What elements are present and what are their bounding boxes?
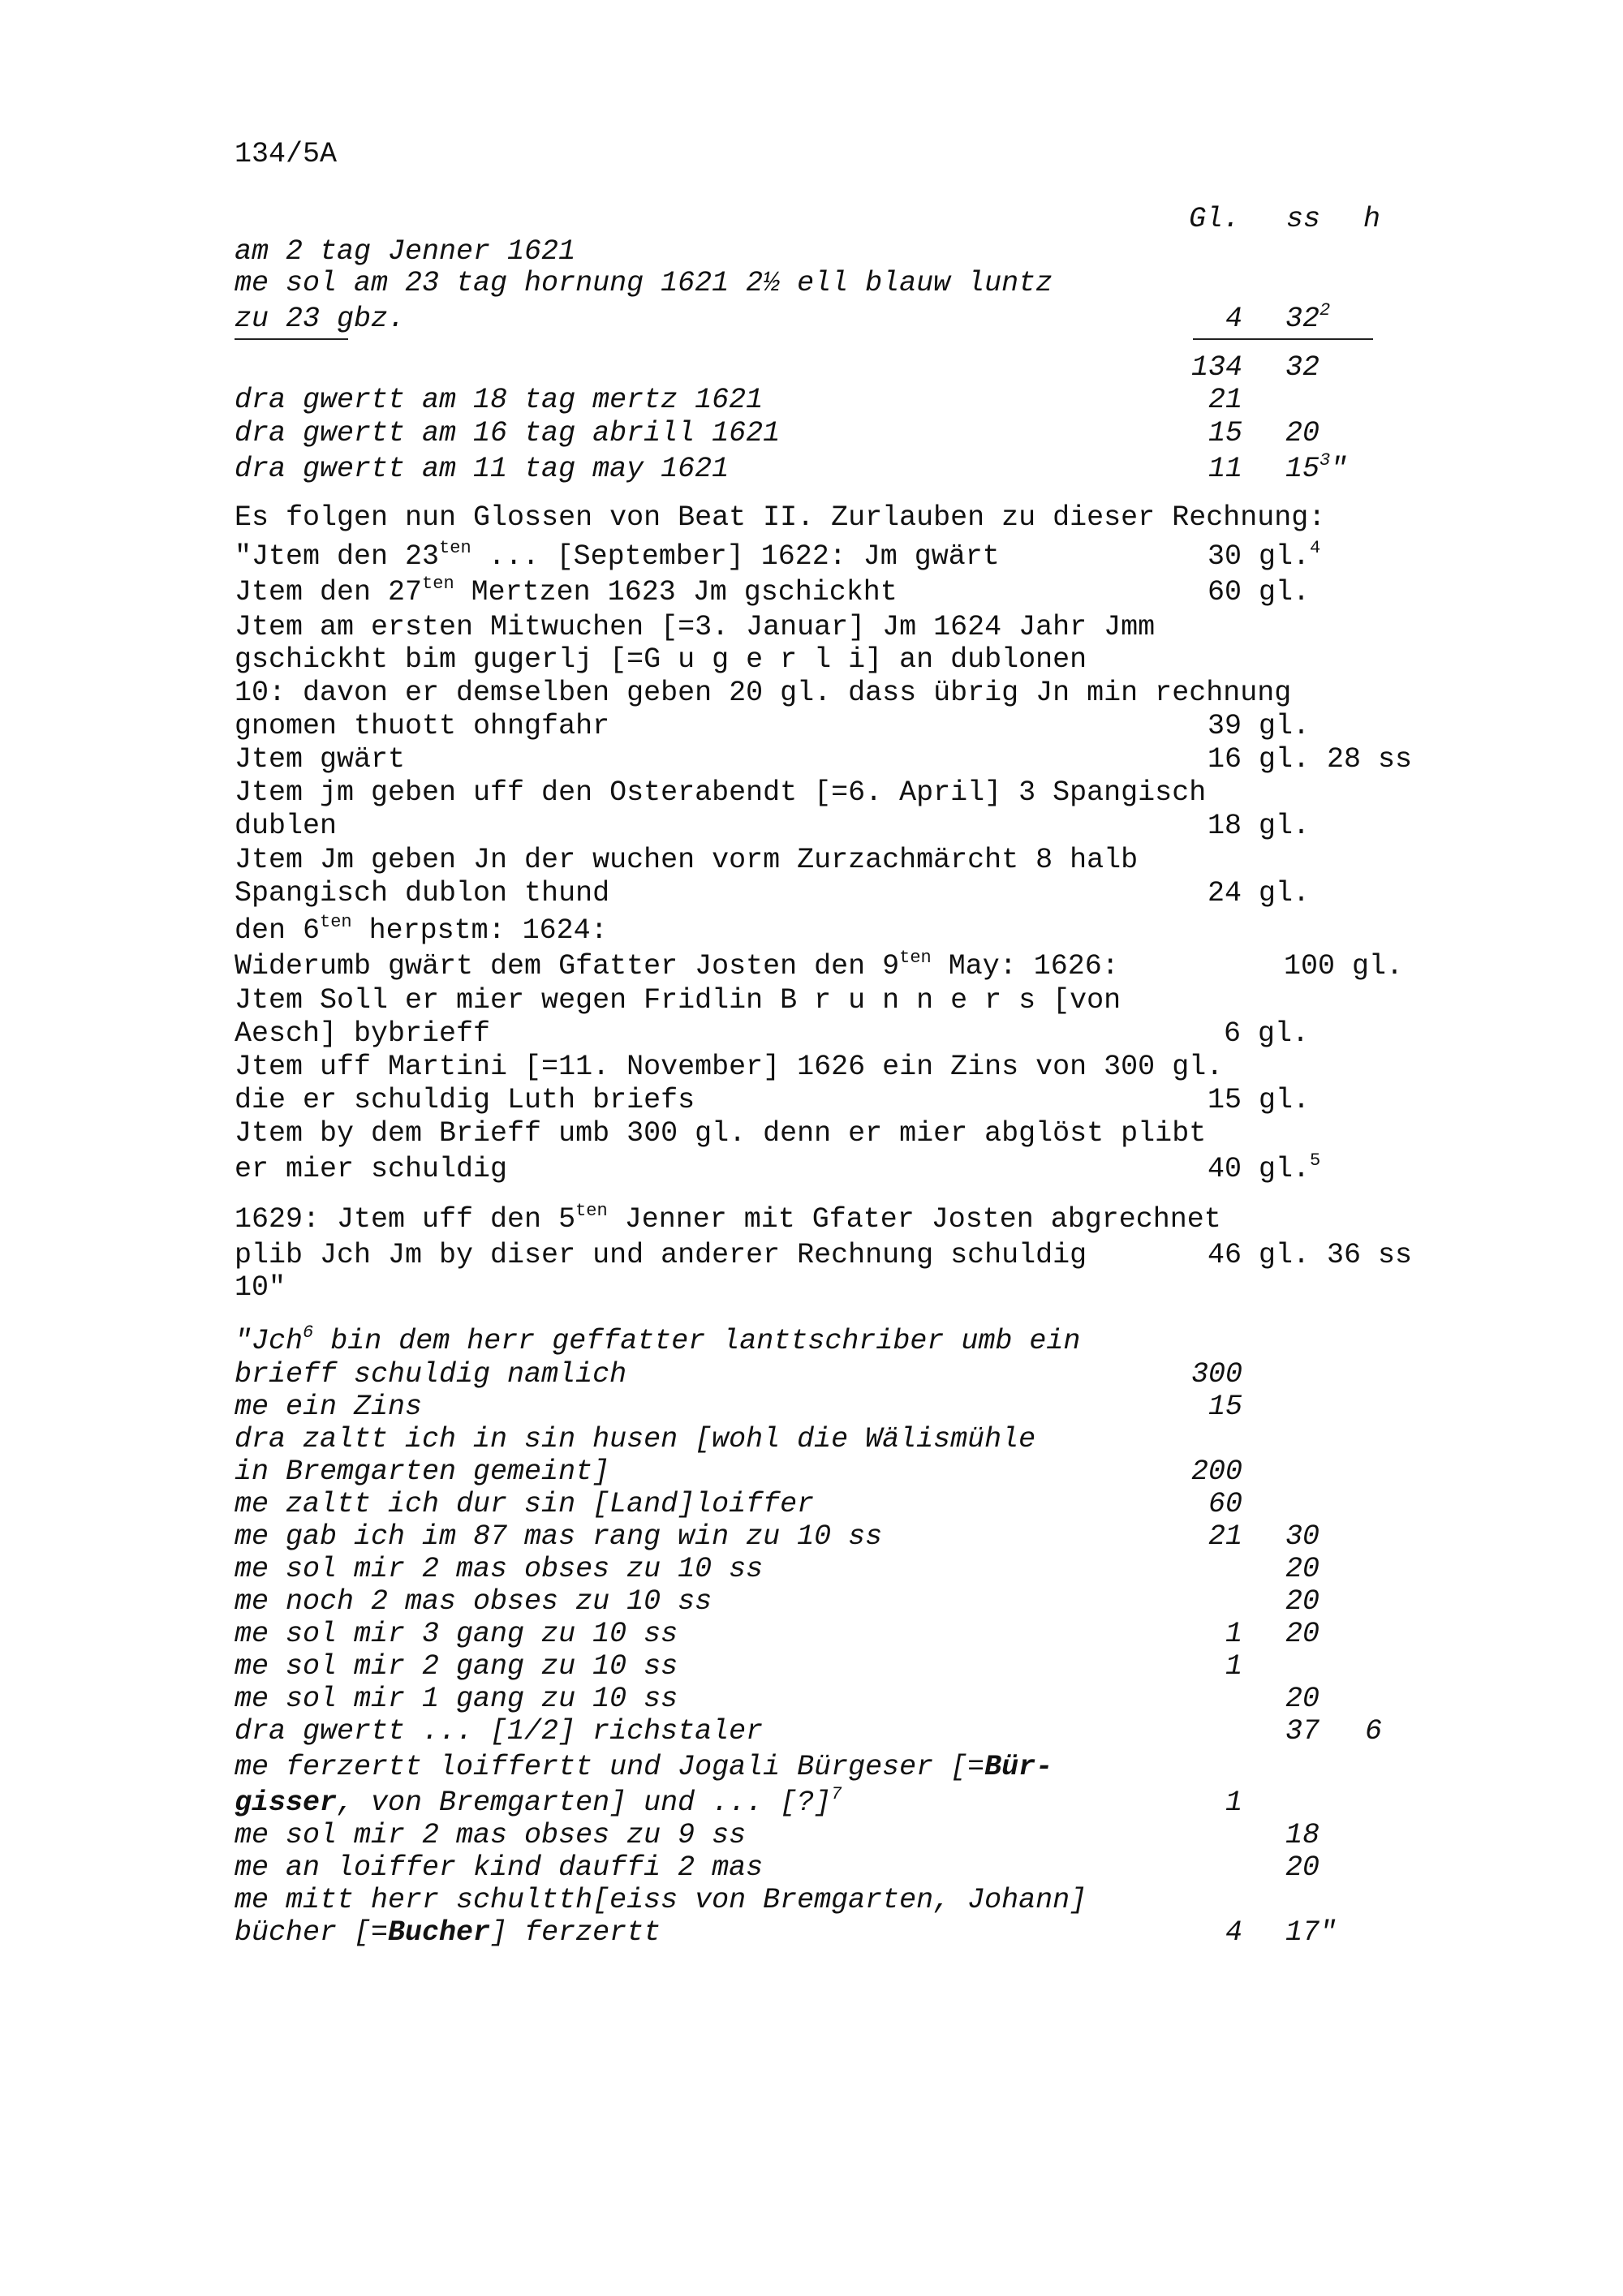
b2-line13-h: 6 [1365, 1715, 1383, 1748]
b2-line4: dra zaltt ich in sin husen [wohl die Wälismühle [235, 1423, 1036, 1455]
gloss-6-value: 24 gl. [1208, 877, 1311, 909]
b2-line6: me zaltt ich dur sin [Land]loiffer [235, 1488, 815, 1520]
gloss-5-value: 18 gl. [1208, 810, 1311, 842]
b2-line19-gl: 4 [1225, 1916, 1242, 1949]
b1-row1: dra gwertt am 18 tag mertz 1621 [235, 384, 764, 416]
gloss-12-line3: 10" [235, 1271, 286, 1304]
b1-row2-gl: 15 [1208, 417, 1242, 449]
b2-line1: "Jch$^6$ bin dem herr geffatter lanttschriber umb ein [235, 1322, 1081, 1357]
gloss-10-value: 15 gl. [1208, 1084, 1311, 1116]
gloss-12-line2: plib Jch Jm by diser und anderer Rechnung schuldig [235, 1239, 1087, 1271]
header-gl: Gl. [1189, 203, 1241, 235]
b2-line17-ss: 20 [1285, 1851, 1320, 1884]
b2-line7-gl: 21 [1208, 1520, 1242, 1553]
gloss-4-value: 16 gl. 28 ss [1208, 743, 1413, 776]
document-id: 134/5A [235, 138, 338, 170]
b1-line3-ss: $32^2$ [1285, 300, 1331, 335]
gloss-3-line1: Jtem am ersten Mitwuchen [=3. Januar] Jm 1624 Jahr Jmm [235, 611, 1156, 643]
gloss-1-value: 30 gl.$^4$ [1208, 538, 1321, 573]
b2-line17: me an loiffer kind dauffi 2 mas [235, 1851, 764, 1884]
gloss-10-line2: die er schuldig Luth briefs [235, 1084, 695, 1116]
gloss-11-line2: er mier schuldig [235, 1153, 508, 1185]
b2-line9-ss: 20 [1285, 1585, 1320, 1618]
b2-line13-ss: 37 [1285, 1715, 1320, 1748]
b2-line19-ss: 17" [1285, 1916, 1337, 1949]
b1-line3: zu 23 gbz. [235, 303, 406, 335]
gloss-4: Jtem gwärt [235, 743, 406, 776]
gloss-1: "Jtem den $23^{ten}$ ... [September] 1622: Jm gwärt [235, 538, 1000, 573]
b1-underline-left [235, 338, 348, 340]
b1-line2: me sol am 23 tag hornung 1621 2½ ell blauw luntz [235, 267, 1053, 299]
gloss-9-line2: Aesch] bybrieff [235, 1017, 491, 1050]
b2-line3: me ein Zins [235, 1391, 423, 1423]
b1-row3-ss: $15^3$" [1285, 450, 1348, 485]
gloss-11-line1: Jtem by dem Brieff umb 300 gl. denn er mier abglöst plibt [235, 1117, 1207, 1150]
gloss-3-line2: gschickht bim gugerlj [=G u g e r l i] an dublonen [235, 643, 1087, 676]
b2-line19: bücher [=Bucher] ferzertt [235, 1916, 661, 1949]
b2-line2: brieff schuldig namlich [235, 1358, 627, 1391]
gloss-5-line1: Jtem jm geben uff den Osterabendt [=6. April] 3 Spangisch [235, 776, 1207, 809]
b2-line14: me ferzertt loiffertt und Jogali Bürgeser [=Bür- [235, 1751, 1053, 1783]
b2-line7-ss: 30 [1285, 1520, 1320, 1553]
gloss-9-value: 6 gl. [1224, 1017, 1310, 1050]
glossen-intro: Es folgen nun Glossen von Beat II. Zurlauben zu dieser Rechnung: [235, 501, 1326, 534]
b2-line11: me sol mir 2 gang zu 10 ss [235, 1650, 678, 1683]
b2-line12-ss: 20 [1285, 1683, 1320, 1715]
b2-line5-gl: 200 [1190, 1455, 1242, 1488]
b1-line3-gl: 4 [1225, 303, 1242, 335]
b1-sum-gl: 134 [1190, 351, 1242, 384]
b2-line5: in Bremgarten gemeint] [235, 1455, 610, 1488]
b2-line9: me noch 2 mas obses zu 10 ss [235, 1585, 712, 1618]
header-h: h [1363, 203, 1381, 235]
gloss-2: Jtem den $27^{ten}$ Mertzen 1623 Jm gschickht [235, 574, 898, 608]
b2-line15-gl: 1 [1225, 1786, 1242, 1819]
b1-sum-ss: 32 [1285, 351, 1320, 384]
gloss-5-line2: dublen [235, 810, 338, 842]
gloss-12-value: 46 gl. 36 ss [1208, 1239, 1413, 1271]
header-ss: ss [1286, 203, 1321, 235]
gloss-3-value: 39 gl. [1208, 710, 1311, 742]
b2-line18: me mitt herr schultth[eiss von Bremgarten, Johann] [235, 1884, 1087, 1916]
b2-line10-ss: 20 [1285, 1618, 1320, 1650]
b1-row3-gl: 11 [1208, 453, 1242, 485]
b2-line16-ss: 18 [1285, 1819, 1320, 1851]
b1-row1-gl: 21 [1208, 384, 1242, 416]
b1-row2-ss: 20 [1285, 417, 1320, 449]
b2-line11-gl: 1 [1225, 1650, 1242, 1683]
b2-line10: me sol mir 3 gang zu 10 ss [235, 1618, 678, 1650]
gloss-11-value: 40 gl.$^5$ [1208, 1150, 1321, 1185]
gloss-7: den $6^{ten}$ herpstm: 1624: [235, 912, 608, 947]
b1-underline-right [1193, 338, 1373, 340]
b2-line13: dra gwertt ... [1/2] richstaler [235, 1715, 764, 1748]
gloss-8-value: 100 gl. [1284, 950, 1404, 982]
b2-line8-ss: 20 [1285, 1553, 1320, 1585]
gloss-2-value: 60 gl. [1208, 576, 1311, 608]
b2-line2-gl: 300 [1190, 1358, 1242, 1391]
b2-line15: gisser, von Bremgarten] und ... [?]$^7$ [235, 1784, 842, 1819]
b1-row3: dra gwertt am 11 tag may 1621 [235, 453, 730, 485]
b2-line12: me sol mir 1 gang zu 10 ss [235, 1683, 678, 1715]
gloss-8: Widerumb gwärt dem Gfatter Josten den $9^{ten}$ May: 1626: [235, 948, 1119, 982]
gloss-6-line1: Jtem Jm geben Jn der wuchen vorm Zurzachmärcht 8 halb [235, 844, 1139, 876]
b2-line16: me sol mir 2 mas obses zu 9 ss [235, 1819, 747, 1851]
b2-line3-gl: 15 [1208, 1391, 1242, 1423]
b2-line8: me sol mir 2 mas obses zu 10 ss [235, 1553, 764, 1585]
gloss-12-line1: 1629: Jtem uff den $5^{ten}$ Jenner mit Gfater Josten abgrechnet [235, 1201, 1221, 1236]
gloss-10-line1: Jtem uff Martini [=11. November] 1626 ein Zins von 300 gl. [235, 1051, 1224, 1083]
gloss-6-line2: Spangisch dublon thund [235, 877, 610, 909]
b1-line1: am 2 tag Jenner 1621 [235, 235, 576, 268]
gloss-3-line4: gnomen thuott ohngfahr [235, 710, 610, 742]
gloss-3-line3: 10: davon er demselben geben 20 gl. dass übrig Jn min rechnung [235, 677, 1292, 709]
b2-line6-gl: 60 [1208, 1488, 1242, 1520]
gloss-9-line1: Jtem Soll er mier wegen Fridlin B r u n n e r s [von [235, 984, 1121, 1017]
b2-line7: me gab ich im 87 mas rang win zu 10 ss [235, 1520, 883, 1553]
b1-row2: dra gwertt am 16 tag abrill 1621 [235, 417, 781, 449]
b2-line10-gl: 1 [1225, 1618, 1242, 1650]
